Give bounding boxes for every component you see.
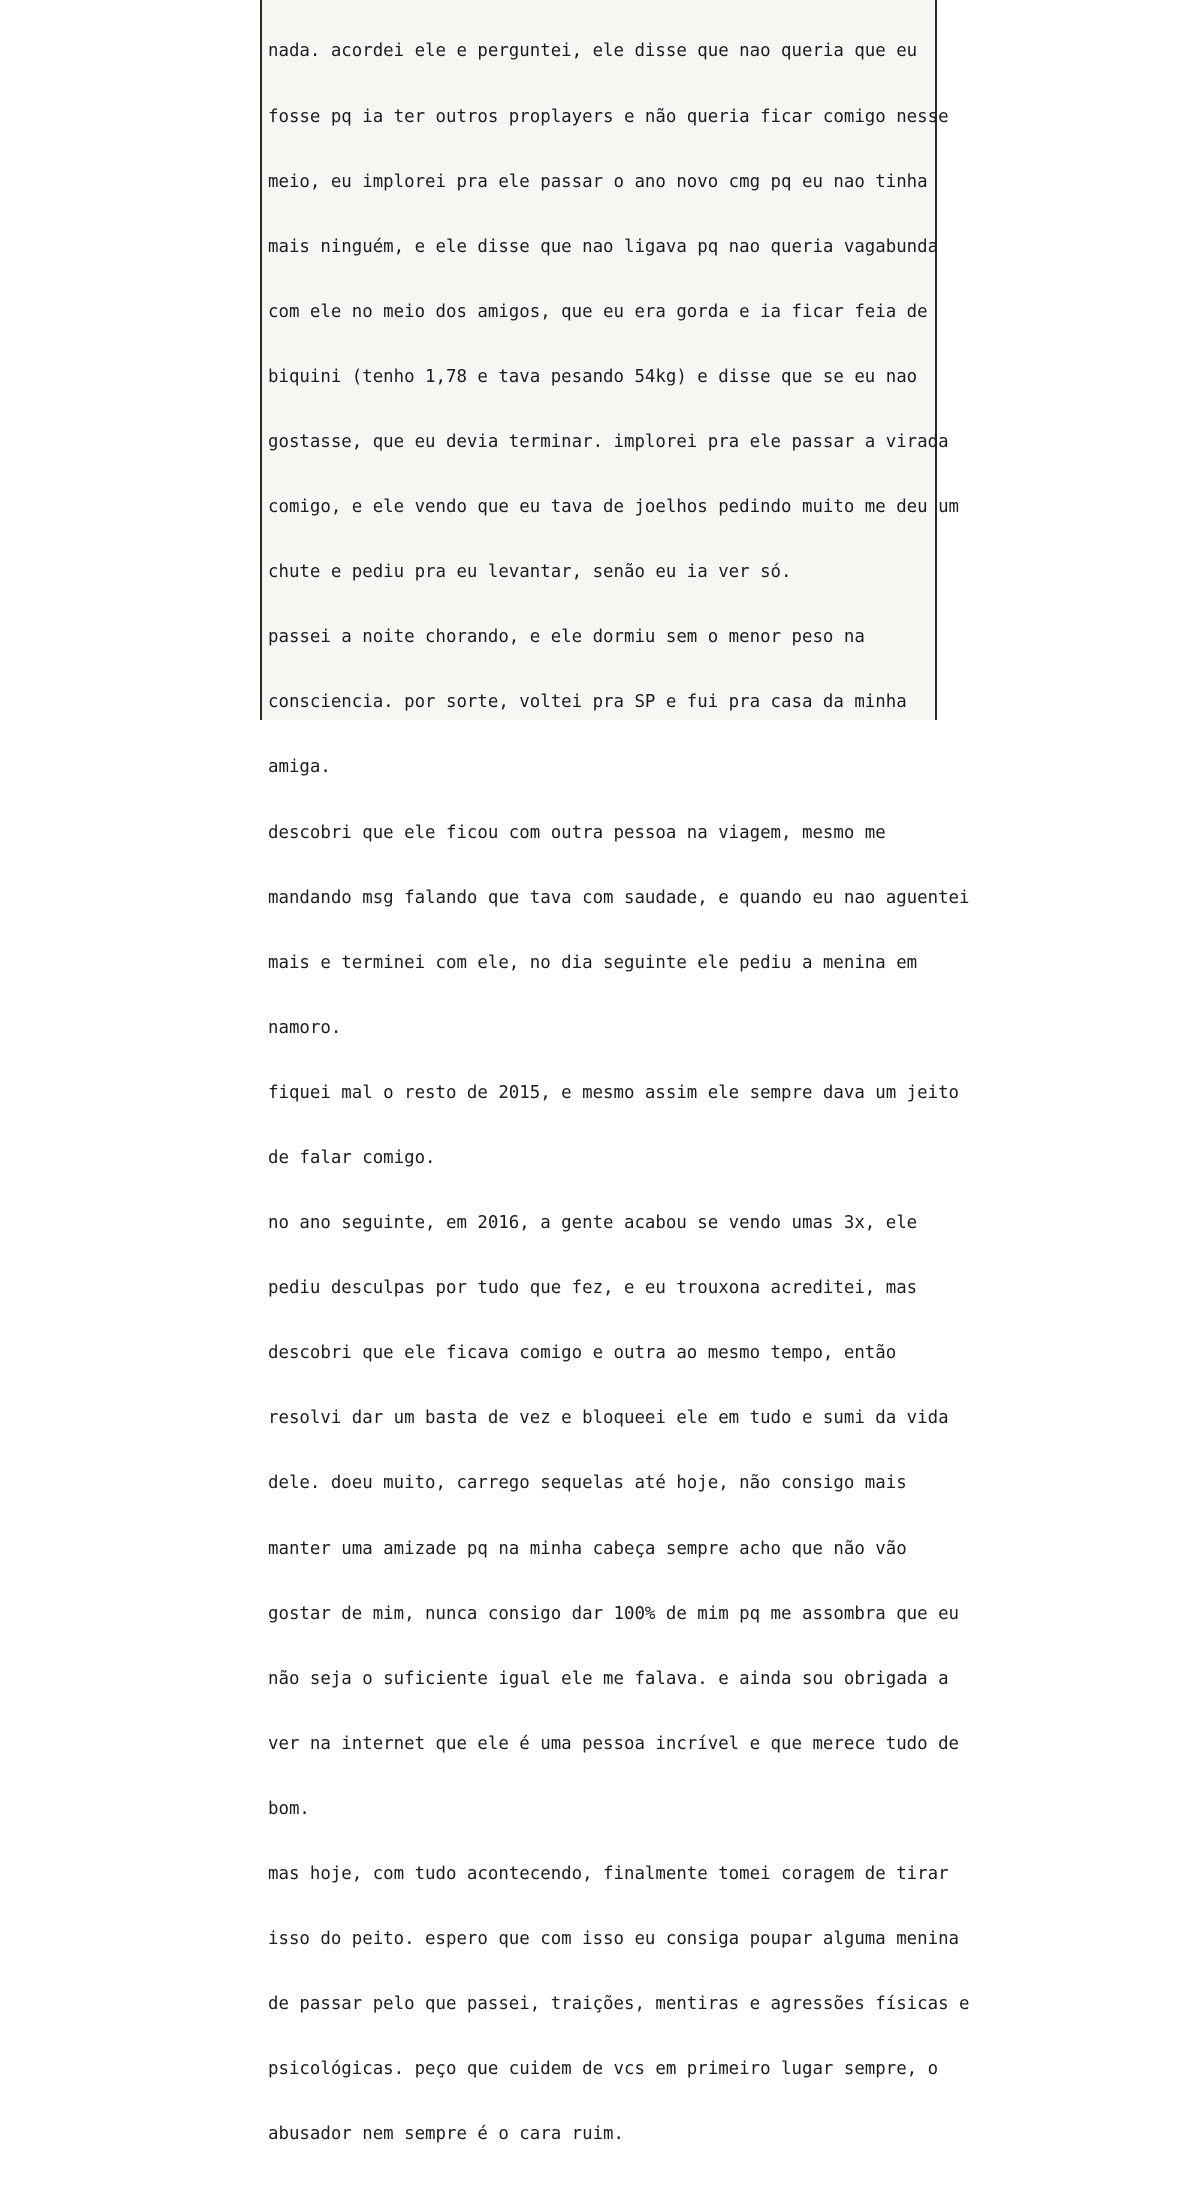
text-line: isso do peito. espero que com isso eu consiga poupar alguma menina	[268, 1929, 960, 1950]
text-line: pediu desculpas por tudo que fez, e eu trouxona acreditei, mas	[268, 1278, 918, 1299]
text-line: descobri que ele ficava comigo e outra ao mesmo tempo, então	[268, 1343, 897, 1364]
text-line: psicológicas. peço que cuidem de vcs em primeiro lugar sempre, o	[268, 2059, 939, 2080]
text-line: mais e terminei com ele, no dia seguinte ele pediu a menina em	[268, 952, 918, 973]
text-line: gostar de mim, nunca consigo dar 100% de mim pq me assombra que eu	[268, 1603, 960, 1624]
text-line: resolvi dar um basta de vez e bloqueei ele em tudo e sumi da vida	[268, 1408, 949, 1429]
text-line: fosse pq ia ter outros proplayers e não queria ficar comigo nesse	[268, 106, 949, 127]
text-line: ver na internet que ele é uma pessoa incrível e que merece tudo de	[268, 1733, 960, 1754]
text-line: amiga.	[268, 757, 331, 778]
text-line: consciencia. por sorte, voltei pra SP e fui pra casa da minha	[268, 692, 907, 713]
text-line: descobri que ele ficou com outra pessoa na viagem, mesmo me	[268, 822, 886, 843]
text-line: de passar pelo que passei, traições, mentiras e agressões físicas e	[268, 1994, 970, 2015]
text-line: dele. doeu muito, carrego sequelas até hoje, não consigo mais	[268, 1473, 907, 1494]
text-line: comigo, e ele vendo que eu tava de joelhos pedindo muito me deu um	[268, 497, 960, 518]
text-line: mais ninguém, e ele disse que nao ligava pq nao queria vagabunda	[268, 236, 939, 257]
text-line: fiquei mal o resto de 2015, e mesmo assim ele sempre dava um jeito	[268, 1082, 960, 1103]
text-line: bom.	[268, 1798, 310, 1819]
text-line: não seja o suficiente igual ele me falava. e ainda sou obrigada a	[268, 1668, 949, 1689]
text-line: meio, eu implorei pra ele passar o ano novo cmg pq eu nao tinha	[268, 171, 928, 192]
document-text	[268, 0, 970, 2190]
text-line: mandando msg falando que tava com saudade, e quando eu nao aguentei	[268, 887, 970, 908]
text-line: mas hoje, com tudo acontecendo, finalmente tomei coragem de tirar	[268, 1864, 949, 1885]
text-line: namoro.	[268, 1017, 342, 1038]
text-line: passei a noite chorando, e ele dormiu sem o menor peso na	[268, 627, 865, 648]
text-line: de falar comigo.	[268, 1148, 436, 1168]
text-line: abusador nem sempre é o cara ruim.	[268, 2124, 624, 2145]
text-line: com ele no meio dos amigos, que eu era gorda e ia ficar feia de	[268, 301, 928, 322]
text-line: chute e pediu pra eu levantar, senão eu ia ver só.	[268, 562, 792, 583]
text-line: manter uma amizade pq na minha cabeça sempre acho que não vão	[268, 1538, 907, 1559]
text-line: nada. acordei ele e perguntei, ele disse que nao queria que eu	[268, 41, 918, 62]
text-line: no ano seguinte, em 2016, a gente acabou se vendo umas 3x, ele	[268, 1213, 918, 1234]
text-line: biquini (tenho 1,78 e tava pesando 54kg) e disse que se eu nao	[268, 366, 918, 387]
text-line: gostasse, que eu devia terminar. implorei pra ele passar a virada	[268, 431, 949, 452]
document-panel	[260, 0, 970, 2145]
